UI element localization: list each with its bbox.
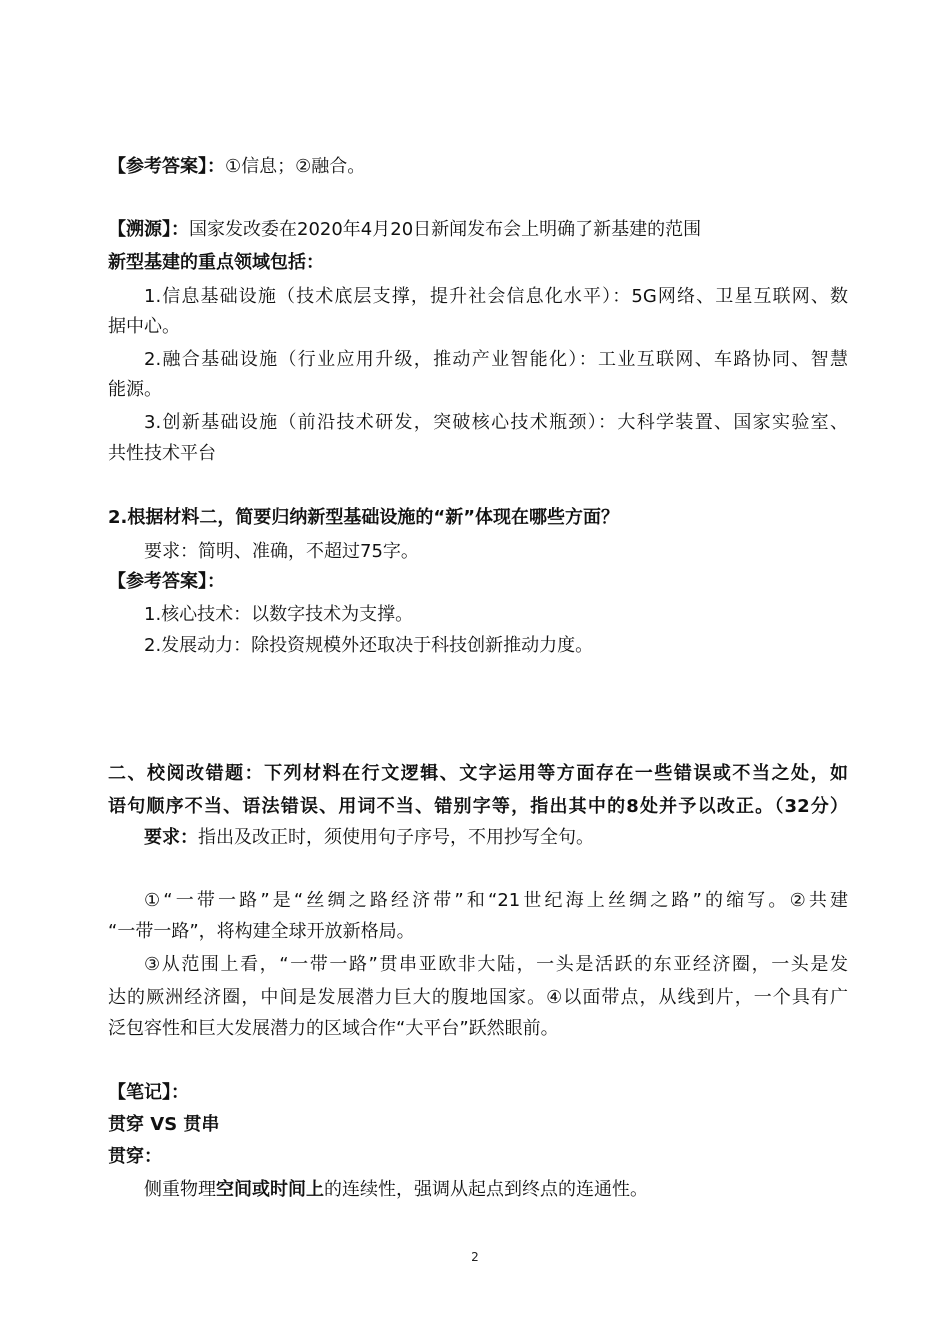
source-heading: 新型基建的重点领域包括： <box>108 252 324 273</box>
section-2-requirement-label: 要求： <box>144 827 198 848</box>
question-2-requirement: 要求：简明、准确，不超过75字。 <box>144 541 419 562</box>
source-item-3-line-2: 共性技术平台 <box>108 443 216 464</box>
material-paragraph-2-line-1: ③从范围上看，“一带一路”贯串亚欧非大陆，一头是活跃的东亚经济圈，一头是发 <box>144 954 848 975</box>
notes-desc-bold: 空间或时间上 <box>216 1179 324 1200</box>
notes-label: 【笔记】： <box>108 1082 189 1103</box>
answer-text: ①信息；②融合。 <box>225 156 366 177</box>
source-item-2-line-1: 2.融合基础设施（行业应用升级，推动产业智能化）：工业互联网、车路协同、智慧 <box>144 349 848 370</box>
material-paragraph-2-line-2: 达的厥洲经济圈，中间是发展潜力巨大的腹地国家。④以面带点，从线到片，一个具有广 <box>108 987 848 1008</box>
page-number: 2 <box>471 1250 479 1264</box>
question-2-answer-label: 【参考答案】： <box>108 571 225 592</box>
material-paragraph-2-line-3: 泛包容性和巨大发展潜力的区域合作“大平台”跃然眼前。 <box>108 1018 559 1039</box>
notes-description <box>144 1177 848 1203</box>
question-2-title: 2.根据材料二，简要归纳新型基础设施的“新”体现在哪些方面？ <box>108 507 620 528</box>
source-item-1-line-1: 1.信息基础设施（技术底层支撑，提升社会信息化水平）：5G网络、卫星互联网、数 <box>144 286 848 307</box>
notes-compare: 贯穿 VS 贯串 <box>108 1114 220 1135</box>
notes-desc-pre: 侧重物理 <box>144 1179 216 1200</box>
source-text: 国家发改委在2020年4月20日新闻发布会上明确了新基建的范围 <box>189 219 702 240</box>
source-item-1-line-2: 据中心。 <box>108 316 180 337</box>
section-2-requirement-text: 指出及改正时，须使用句子序号，不用抄写全句。 <box>198 827 594 848</box>
section-2-title-line-1: 二、校阅改错题：下列材料在行文逻辑、文字运用等方面存在一些错误或不当之处，如 <box>108 763 848 784</box>
notes-term: 贯穿： <box>108 1146 162 1167</box>
question-2-answer-2: 2.发展动力：除投资规模外还取决于科技创新推动力度。 <box>144 635 594 656</box>
source-label: 【溯源】： <box>108 219 189 240</box>
source-item-2-line-2: 能源。 <box>108 379 162 400</box>
source-line <box>108 217 848 243</box>
source-item-3-line-1: 3.创新基础设施（前沿技术研发，突破核心技术瓶颈）：大科学装置、国家实验室、 <box>144 412 848 433</box>
notes-desc-post: 的连续性，强调从起点到终点的连通性。 <box>324 1179 648 1200</box>
material-paragraph-1-line-2: “一带一路”，将构建全球开放新格局。 <box>108 921 415 942</box>
answer-label: 【参考答案】： <box>108 156 225 177</box>
answer-line-1 <box>108 154 848 180</box>
question-2-answer-1: 1.核心技术：以数字技术为支撑。 <box>144 604 414 625</box>
section-2-title-line-2: 语句顺序不当、语法错误、用词不当、错别字等，指出其中的8处并予以改正。（32分） <box>108 796 848 817</box>
material-paragraph-1-line-1: ①“一带一路”是“丝绸之路经济带”和“21世纪海上丝绸之路”的缩写。②共建 <box>144 890 848 911</box>
section-2-requirement <box>144 825 848 851</box>
